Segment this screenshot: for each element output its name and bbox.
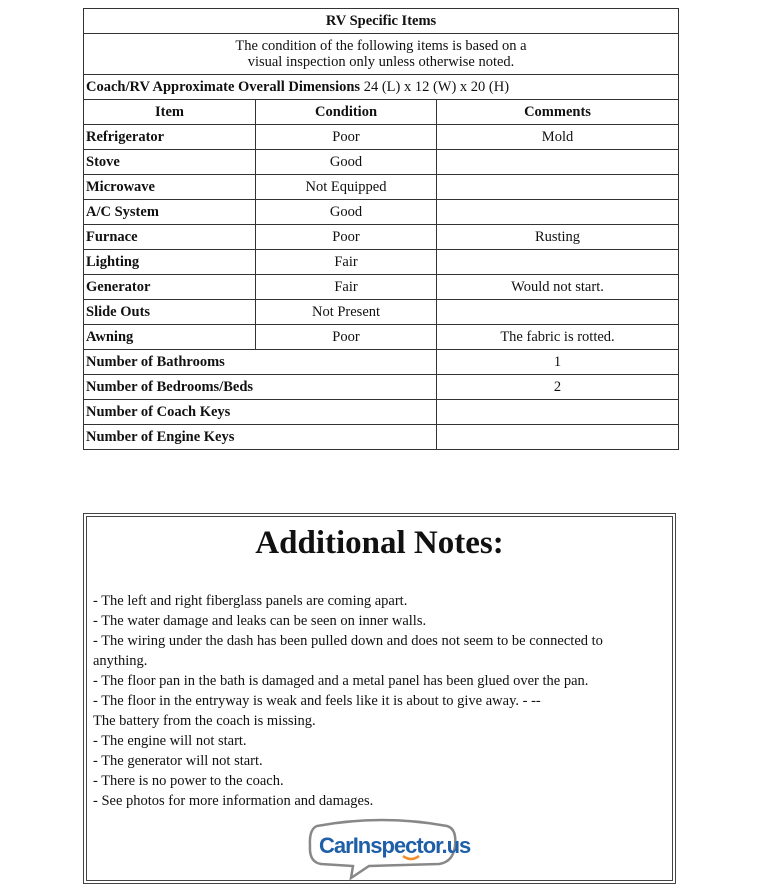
logo-inspector: Inspector	[352, 833, 442, 858]
count-row	[84, 425, 679, 450]
notes-title: Additional Notes:	[255, 525, 504, 561]
table-title: RV Specific Items	[84, 9, 679, 34]
header-condition: Condition	[256, 100, 437, 125]
item-name: Microwave	[84, 175, 256, 200]
note-line: - There is no power to the coach.	[93, 773, 284, 789]
table-row	[84, 175, 679, 200]
note-line: - The floor in the entryway is weak and feels like it is about to give away. - --	[93, 693, 541, 709]
item-comments	[437, 175, 679, 200]
item-condition: Good	[256, 150, 437, 175]
count-value	[437, 400, 679, 425]
dimensions-label: Coach/RV Approximate Overall Dimensions	[86, 79, 361, 95]
note-line: - The generator will not start.	[93, 753, 263, 769]
note-line: - The engine will not start.	[93, 733, 247, 749]
header-row	[84, 100, 679, 125]
header-item: Item	[84, 100, 256, 125]
rv-specific-items-table	[83, 8, 679, 450]
count-value	[437, 425, 679, 450]
count-label: Number of Bedrooms/Beds	[84, 375, 437, 400]
logo-car: Car	[319, 833, 353, 858]
item-comments: Mold	[437, 125, 679, 150]
note-line: - The floor pan in the bath is damaged and a metal panel has been glued over the pan.	[93, 673, 589, 689]
dimensions-value: 24 (L) x 12 (W) x 20 (H)	[363, 79, 510, 95]
disclaimer-line-1: The condition of the following items is based on a	[235, 38, 527, 54]
item-condition: Good	[256, 200, 437, 225]
item-name: Refrigerator	[84, 125, 256, 150]
note-line: - The wiring under the dash has been pulled down and does not seem to be connected to	[93, 633, 603, 649]
logo-us: .us	[441, 833, 471, 858]
item-name: Lighting	[84, 250, 256, 275]
table-row	[84, 200, 679, 225]
item-name: Awning	[84, 325, 256, 350]
count-value: 1	[437, 350, 679, 375]
table-row	[84, 275, 679, 300]
table-row	[84, 300, 679, 325]
item-name: Generator	[84, 275, 256, 300]
table-row	[84, 225, 679, 250]
item-name: Furnace	[84, 225, 256, 250]
item-condition: Fair	[256, 275, 437, 300]
item-comments: Would not start.	[437, 275, 679, 300]
additional-notes-box	[83, 513, 676, 884]
count-row	[84, 350, 679, 375]
logo-text	[319, 833, 471, 858]
item-condition: Not Present	[256, 300, 437, 325]
dimensions-row	[84, 75, 679, 100]
count-label: Number of Bathrooms	[84, 350, 437, 375]
note-line: - See photos for more information and damages.	[93, 793, 374, 809]
item-comments	[437, 200, 679, 225]
item-comments: Rusting	[437, 225, 679, 250]
count-value: 2	[437, 375, 679, 400]
disclaimer-line-2: visual inspection only unless otherwise noted.	[247, 54, 515, 70]
note-line: - The water damage and leaks can be seen on inner walls.	[93, 613, 427, 629]
notes-list	[93, 591, 665, 811]
additional-notes-inner-border	[86, 516, 673, 881]
count-label: Number of Engine Keys	[84, 425, 437, 450]
item-condition: Fair	[256, 250, 437, 275]
table-row	[84, 325, 679, 350]
item-condition: Poor	[256, 325, 437, 350]
item-condition: Not Equipped	[256, 175, 437, 200]
item-comments	[437, 150, 679, 175]
table-row	[84, 150, 679, 175]
note-line: The battery from the coach is missing.	[93, 713, 316, 729]
note-line: - The left and right fiberglass panels are coming apart.	[93, 593, 408, 609]
item-condition: Poor	[256, 225, 437, 250]
inspection-disclaimer	[84, 34, 679, 75]
item-name: A/C System	[84, 200, 256, 225]
count-row	[84, 375, 679, 400]
carinspector-logo	[307, 818, 471, 880]
item-comments	[437, 250, 679, 275]
item-comments	[437, 300, 679, 325]
count-row	[84, 400, 679, 425]
table-row	[84, 125, 679, 150]
item-condition: Poor	[256, 125, 437, 150]
count-label: Number of Coach Keys	[84, 400, 437, 425]
header-comments: Comments	[437, 100, 679, 125]
item-name: Stove	[84, 150, 256, 175]
note-line: anything.	[93, 653, 148, 669]
table-row	[84, 250, 679, 275]
item-name: Slide Outs	[84, 300, 256, 325]
item-comments: The fabric is rotted.	[437, 325, 679, 350]
